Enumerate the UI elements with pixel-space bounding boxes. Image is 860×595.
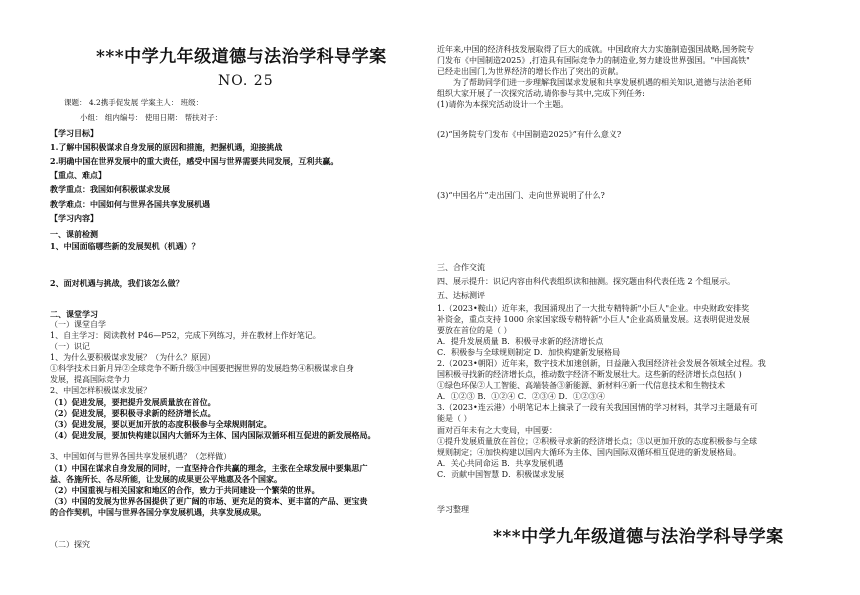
recall-answer-1-line-1: ①科学技术日新月异②全球竞争不断升级③中国要把握世界的发展趋势④积极谋求自身	[50, 364, 354, 373]
recall-answer-2-3: （3）促进发展，要以更加开放的态度积极参与全球规则制定。	[50, 419, 272, 429]
exercise-2-options: A．①②③ B．①②④ C．②③④ D．①②③④	[437, 392, 605, 401]
exercise-1-options-cd: C．积极参与全球规则制定 D．加快构建新发展格局	[437, 348, 621, 357]
question-1: 1、中国面临哪些新的发展契机（机遇）？	[50, 241, 200, 251]
activity-intro-line-1: 为了帮助同学们进一步理解我国谋求发展和共享发展机遇的相关知识,道德与法治老师	[453, 78, 752, 87]
footer-title: ***中学九年级道德与法治学科导学案	[493, 527, 784, 547]
material-line-3: 已经走出国门,为世界经济的增长作出了突出的贡献。	[437, 67, 624, 76]
recall-answer-3-2: （2）中国重视与相关国家和地区的合作，致力于共同建设一个繁荣的世界。	[50, 485, 320, 495]
exercise-3-material-line-2: 规则制定；④加快构建以国内大循环为主体、国内国际双循环相互促进的新发展格局。	[437, 448, 741, 457]
exercise-3-options-ab: A．关心共同命运 B．共享发展机遇	[437, 459, 564, 468]
recall-answer-2-4: （4）促进发展，要加快构建以国内大循环为主体、国内国际双循环相互促进的新发展格局。	[50, 430, 376, 440]
objective-2: 2.明确中国在世界发展中的重大责任，感受中国与世界需要共同发展，互利共赢。	[50, 156, 339, 166]
meta-row-1: 课题： 4.2携手促发展 学案主人： 班级：	[64, 98, 204, 107]
recall-answer-3-1-line-1: （1）中国在谋求自身发展的同时，一直坚持合作共赢的理念，主张在全球发展中要集思广	[50, 463, 368, 473]
document-title: ***中学九年级道德与法治学科导学案	[96, 47, 387, 67]
question-2: 2、面对机遇与挑战，我们该怎么做？	[50, 278, 184, 288]
exercise-1-line-2: 补资金，重点支持 1000 余家国家级专精特新"小巨人"企业高质量发展。这表明促进发展	[437, 315, 750, 324]
difficult-point: 教学难点：中国如何与世界各国共享发展机遇	[50, 199, 210, 209]
objective-1: 1.了解中国积极谋求自身发展的原因和措施，把握机遇，迎接挑战	[50, 142, 283, 152]
recall-answer-1-line-2: 发展，提高国际竞争力	[50, 375, 130, 384]
exercise-3-options-cd: C．贡献中国智慧 D．积极谋求发展	[437, 470, 565, 479]
class-study-header: 二、课堂学习	[50, 309, 98, 319]
exercise-2-line-1: 2.（2023•朝阳）近年来，数字技术加速创新，日益融入我国经济社会发展各领域全过程。我	[437, 359, 766, 368]
exercise-3-quote: 面对百年未有之大变局，中国要：	[437, 426, 557, 435]
objectives-header: 【学习目标】	[50, 128, 98, 138]
exercise-1-line-3: 要放在首位的是（ ）	[437, 326, 512, 335]
coop-header: 三、合作交流	[437, 263, 485, 272]
recall-answer-3-1-line-2: 益、各施所长、各尽所能，让发展的成果更公平地惠及各个国家。	[50, 474, 282, 484]
recall-answer-3-3-line-1: （3）中国的发展为世界各国提供了更广阔的市场、更充足的资本、更丰富的产品、更宝贵	[50, 496, 368, 506]
exercise-2-line-2: 国积极寻找新的经济增长点，推动数字经济不断发展壮大。这些新的经济增长点包括( )	[437, 370, 742, 379]
key-point: 教学重点：我国如何积极谋求发展	[50, 184, 170, 194]
show-header: 四、展示提升：识记内容由科代表组织读和抽测。探究题由科代表任选 2 个组展示。	[437, 277, 736, 286]
recall-answer-3-3-line-2: 的合作契机，中国与世界各国分享发展机遇，共享发展成果。	[50, 507, 266, 517]
content-header: 【学习内容】	[50, 213, 98, 223]
recall-answer-2-1: （1）促进发展，要把提升发展质量放在首位。	[50, 397, 216, 407]
task-1: (1)请你为本探究活动设计一个主题。	[437, 100, 569, 109]
self-study-header: （一）课堂自学	[50, 320, 106, 329]
exercise-1-options-ab: A．提升发展质量 B．积极寻求新的经济增长点	[437, 337, 604, 346]
task-3: (3)“中国名片”走出国门、走向世界说明了什么?	[437, 191, 605, 200]
exercise-3-line-2: 能是（ ）	[437, 414, 472, 423]
eval-header: 五、达标测评	[437, 291, 485, 300]
exercise-2-line-3: ①绿色环保②人工智能、高端装备③新能源、新材料④新一代信息技术和生物技术	[437, 381, 725, 390]
recall-question-3: 3、中国如何与世界各国共享发展机遇？（怎样做）	[50, 452, 232, 461]
meta-row-2: 小组： 组内编号： 使用日期： 帮扶对子：	[80, 113, 223, 122]
exercise-3-line-1: 3.（2023•连云港）小明笔记本上摘录了一段有关我国国情的学习材料，其学习主题最有可	[437, 403, 758, 412]
keypoints-header: 【重点、难点】	[50, 170, 106, 180]
exercise-1-line-1: 1.（2023•鞍山）近年来，我国涌现出了一大批专精特新"小巨人"企业。中央财政安排奖	[437, 304, 750, 313]
material-line-1: 近年来,中国的经济科技发展取得了巨大的成就。中国政府大力实施制造强国战略,国务院专	[437, 45, 755, 54]
recall-answer-2-2: （2）促进发展，要积极寻求新的经济增长点。	[50, 408, 216, 418]
exercise-3-material-line-1: ①提升发展质量放在首位；②积极寻求新的经济增长点；③以更加开放的态度积极参与全球	[437, 437, 757, 446]
recall-question-1: 1、为什么要积极谋求发展？（为什么？原因）	[50, 353, 216, 362]
recall-header: （一）识记	[50, 342, 90, 351]
self-study-instruction: 1、自主学习：阅读教材 P46—P52，完成下列练习，并在教材上作好笔记。	[50, 331, 321, 340]
pre-check-header: 一、课前检测	[50, 229, 98, 239]
explore-header: （二）探究	[50, 540, 90, 549]
task-2: (2)“国务院专门发布《中国制造2025》”有什么意义?	[437, 130, 622, 139]
lesson-number: NO. 25	[218, 73, 274, 89]
summary-header: 学习整理	[437, 505, 469, 514]
material-line-2: 门发布《中国制造2025》,打造具有国际竞争力的制造业,努力建设世界强国。"中国高铁"	[437, 56, 750, 65]
recall-question-2: 2、中国怎样积极谋求发展？	[50, 386, 152, 395]
activity-intro-line-2: 组织大家开展了一次探究活动,请你参与其中,完成下列任务:	[437, 89, 645, 98]
